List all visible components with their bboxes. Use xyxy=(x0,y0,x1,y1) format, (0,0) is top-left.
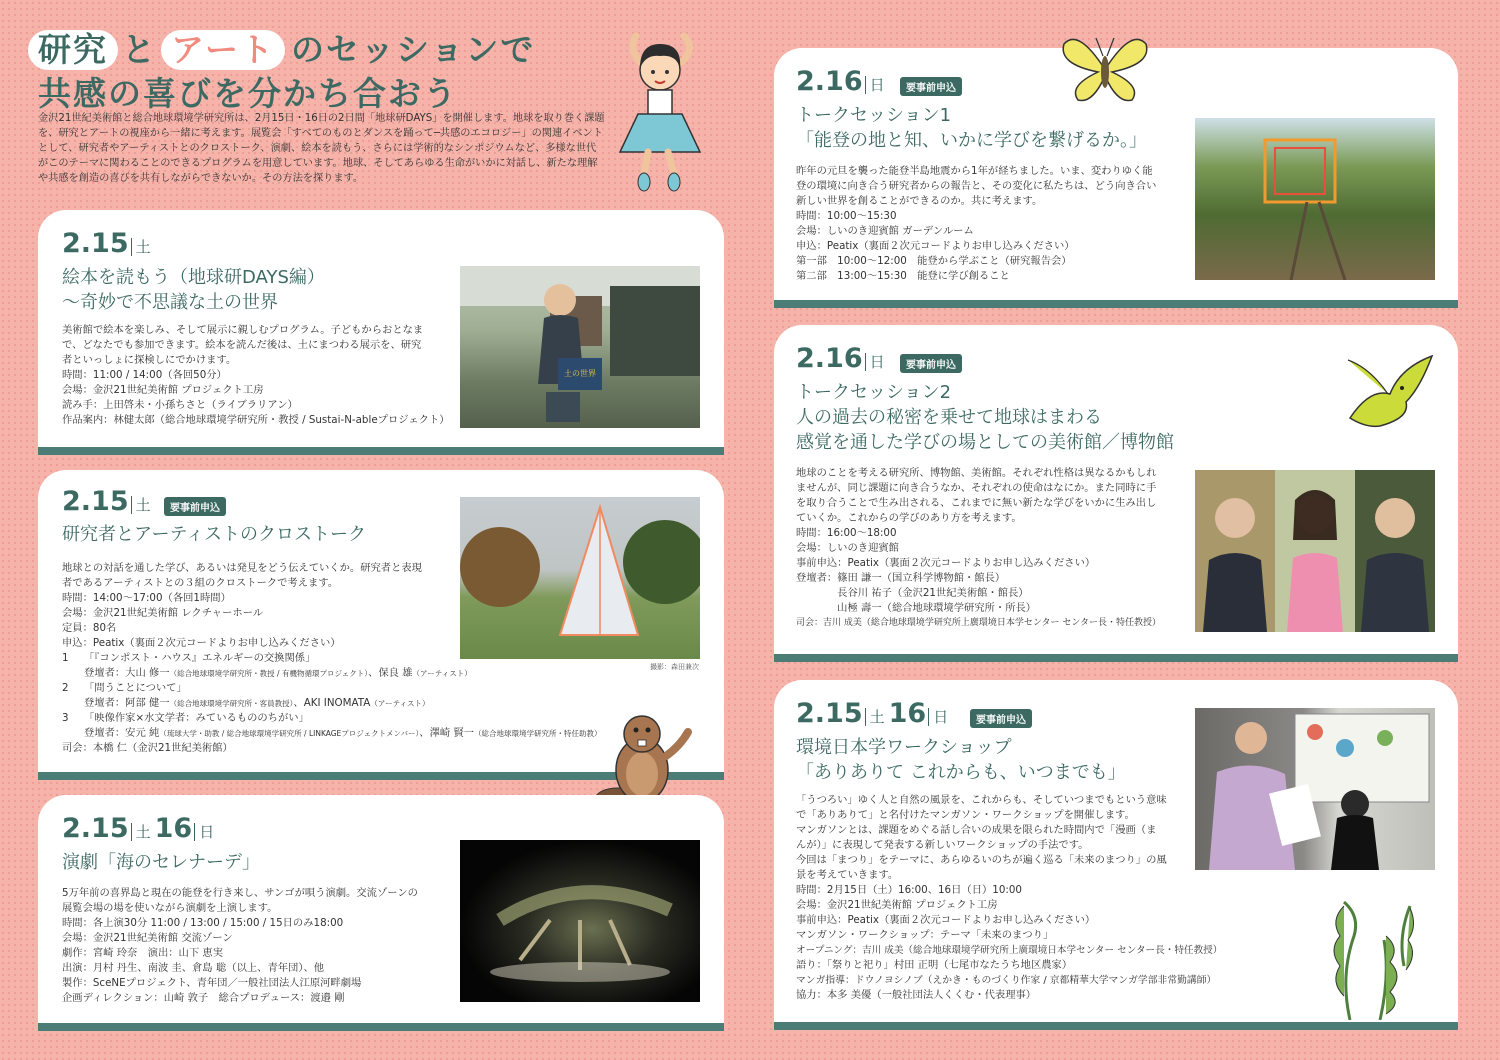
speaker-name: 、保良 雄 xyxy=(368,667,413,679)
body-line: 会場：しいのき迎賓館 ガーデンルーム xyxy=(796,225,974,237)
body-line: 語り：「祭りと祀り」村田 正明（七尾市なたうち地区農家） xyxy=(796,959,1073,971)
event-date-number: 2.15 xyxy=(62,228,129,259)
talk-title: 「『コンポスト・ハウス』エネルギーの交換関係」 xyxy=(84,652,316,664)
body-line: 第一部 10:00〜12:00 能登から学ぶこと（研究報告会） xyxy=(796,255,1072,267)
body-line: 展覧会場の場を使いながら演劇を上演します。 xyxy=(62,902,278,914)
photo-workshop-presentation xyxy=(1195,708,1435,870)
photo-glass-tent xyxy=(460,497,700,659)
speaker-affiliation: （総合地球環境学研究所・客員教授） xyxy=(169,699,294,708)
speaker-affiliation: （アーティスト） xyxy=(370,699,430,708)
event-title: トークセッション1 xyxy=(796,105,952,126)
body-line: で「ありありて」と名付けたマンガソン・ワークショップを開催します。 xyxy=(796,809,1135,821)
event-date-number: 2.15 xyxy=(62,813,129,844)
body-line: 5万年前の喜界島と現在の能登を行き来し、サンゴが唄う演劇。交流ゾーンの xyxy=(62,887,418,899)
body-line: 地球との対話を通した学び、あるいは発見をどう伝えていくか。研究者と表現 xyxy=(62,562,422,574)
event-date-number: 2.16 xyxy=(796,66,863,97)
event-weekday: 日 xyxy=(928,708,948,726)
speaker-name: 、AKI INOMATA xyxy=(293,697,371,709)
event-weekday: 日 xyxy=(865,353,885,371)
body-line: 司会：吉川 成美（総合地球環境学研究所上廣環境日本学センター センター長・特任教授） xyxy=(796,618,1162,628)
event-subtitle: 感覚を通した学びの場としての美術館／博物館 xyxy=(796,432,1174,453)
event-weekday: 日 xyxy=(865,76,885,94)
body-line: 登の環境に向き合う研究者からの報告と、その変化に私たちは、どう向き合い xyxy=(796,180,1157,192)
speaker-affiliation: （総合地球環境学研究所・特任助教） xyxy=(474,729,602,738)
body-line: 会場：金沢21世紀美術館 レクチャーホール xyxy=(62,607,263,619)
body-line: 登壇者：篠田 謙一（国立科学博物館・館長） xyxy=(796,572,1006,584)
event-body xyxy=(62,886,462,1006)
speakers-label: 登壇者：阿部 健一 xyxy=(84,697,170,709)
photo-credit: 撮影：森田兼次 xyxy=(650,663,699,671)
talk-2-title xyxy=(62,681,472,696)
event-title: トークセッション2 xyxy=(796,382,952,403)
body-line: 景を考えていきます。 xyxy=(796,869,899,881)
event-date xyxy=(62,813,218,844)
body-line: 山極 壽一（総合地球環境学研究所・所長） xyxy=(796,602,1037,614)
intro-text: 金沢21世紀美術館と総合地球環境学研究所は、2月15日・16日の2日間「地球研DAYS」を開催します。地球を取り巻く課題を、研究とアートの視座から一緒に考えます。展覧会「すべてのものとダンスを踊って─共感のエコロジー」の関連イベントとして、研究者やアーティストとのクロストーク、演劇、絵本を読もう、さらには学術的なシンポジウムなど、多様な世代がこのテーマに関わることのできるプログラムを用意しています。地球、そしてあらゆる生命がいかに対話し、新たな理解や共感を創造の喜びを共有しながらできないか。その方法を探ります。 xyxy=(38,113,605,184)
talk-2-speakers xyxy=(62,696,472,711)
event-card-theater xyxy=(38,795,724,1031)
body-line: を取り合うことで生み出される、これまでに無い新たな学びをいかに生み出し xyxy=(796,497,1157,509)
talk-title: 「問うことについて」 xyxy=(84,682,187,694)
dancing-girl-illustration xyxy=(606,24,712,196)
body-line: オープニング：吉川 成美（総合地球環境学研究所上廣環境日本学センター センター長・特任教授） xyxy=(796,945,1223,956)
event-date-number: 2.16 xyxy=(796,343,863,374)
body-line: マンガ指導：ドウノヨシノブ（えかき・ものづくり作家 / 京都精華大学マンガ学部非常勤講師） xyxy=(796,975,1217,986)
body-line: ていくか。これからの学びのあり方を考えます。 xyxy=(796,512,1022,524)
body-line: で、どなたでも参加できます。絵本を読んだ後は、土にまつわる展示を、研究 xyxy=(62,339,422,351)
body-line: 企画ディレクション：山崎 敦子 総合プロデュース：渡邉 剛 xyxy=(62,992,345,1004)
speaker-name: 、澤崎 賢一 xyxy=(419,727,475,739)
body-line: んが）」に表現して発表する新しいワークショップの手法です。 xyxy=(796,839,1089,851)
reservation-badge: 要事前申込 xyxy=(970,709,1032,728)
event-date-number: 2.15 xyxy=(796,698,863,729)
headline-rest: のセッションで xyxy=(291,30,536,69)
speakers-label: 登壇者：大山 修一 xyxy=(84,667,170,679)
talk-1-title xyxy=(62,651,472,666)
speaker-affiliation: （アーティスト） xyxy=(412,669,472,678)
talk-1-speakers xyxy=(62,666,472,681)
bird-illustration xyxy=(1340,348,1440,432)
body-line: 第二部 13:00〜15:30 能登に学び創ること xyxy=(796,270,1010,282)
moderator-line: 司会：本橋 仁（金沢21世紀美術館） xyxy=(62,742,233,754)
event-subtitle: 「能登の地と知、いかに学びを繋げるか。」 xyxy=(796,130,1147,151)
event-date-number: 16 xyxy=(154,813,193,844)
body-line: 定員：80名 xyxy=(62,622,117,634)
event-title: 演劇「海のセレナーデ」 xyxy=(62,852,260,873)
body-line: 製作：SceNEプロジェクト、青年団／一般社団法人江原河畔劇場 xyxy=(62,977,362,989)
body-line: 時間：2月15日（土）16:00、16日（日）10:00 xyxy=(796,884,1022,896)
event-subtitle: 〜奇妙で不思議な土の世界 xyxy=(62,292,278,313)
body-line: 会場：金沢21世紀美術館 交流ゾーン xyxy=(62,932,233,944)
photo-night-tree-theater xyxy=(460,840,700,1002)
body-line: 美術館で絵本を楽しみ、そして展示に親しむプログラム。子どもからおとなま xyxy=(62,324,424,336)
headline-pill-research: 研究 xyxy=(28,30,118,70)
event-date-number: 2.15 xyxy=(62,486,129,517)
speaker-affiliation: （琉球大学・助教 / 総合地球環境学研究所 / LINKAGEプロジェクトメンバー） xyxy=(159,729,420,738)
body-line: 地球のことを考える研究所、博物館、美術館。それぞれ性格は異なるかもしれ xyxy=(796,467,1157,479)
talk-number: 2 xyxy=(62,682,69,694)
event-weekday: 土 xyxy=(131,496,151,514)
body-line: 時間：10:00〜15:30 xyxy=(796,210,897,222)
body-line: ませんが、同じ課題に向き合うなか、それぞれの使命はなにか。また同時に手 xyxy=(796,482,1157,494)
headline-line-2: 共感の喜びを分かち合おう xyxy=(38,74,458,113)
headline-connector: と xyxy=(122,30,157,69)
speakers-label: 登壇者：安元 純 xyxy=(84,727,160,739)
body-line: 時間：11:00 / 14:00（各回50分） xyxy=(62,369,227,381)
event-body xyxy=(796,164,1196,284)
body-line: 劇作：宮崎 玲奈 演出：山下 恵実 xyxy=(62,947,223,959)
body-line: 出演：月村 丹生、南波 圭、倉島 聡（以上、青年団）、他 xyxy=(62,962,325,974)
seaweed-illustration xyxy=(1320,896,1420,1020)
body-line: 新しい世界を創ることができるのか。共に考えます。 xyxy=(796,195,1043,207)
body-line: 時間：16:00〜18:00 xyxy=(796,527,897,539)
event-card-picture-book xyxy=(38,210,724,455)
reservation-badge: 要事前申込 xyxy=(900,77,962,96)
butterfly-illustration xyxy=(1058,28,1152,106)
body-line: 「うつろい」ゆく人と自然の風景を、これからも、そしていつまでもという意味 xyxy=(796,794,1167,806)
body-line: 申込：Peatix（裏面２次元コードよりお申し込みください） xyxy=(62,637,341,649)
body-line: 作品案内：林健太郎（総合地球環境学研究所・教授 / Sustai-N-ableプロジェクト） xyxy=(62,414,450,426)
event-subtitle: 「ありありて これからも、いつまでも」 xyxy=(796,762,1126,783)
body-line: 時間：各上演30分 11:00 / 13:00 / 15:00 / 15日のみ18:00 xyxy=(62,917,344,929)
body-line: 会場：金沢21世紀美術館 プロジェクト工房 xyxy=(62,384,264,396)
talk-title: 「映像作家×水文学者：みているもののちがい」 xyxy=(84,712,309,724)
body-line: マンガソンとは、課題をめぐる話し合いの成果を限られた時間内で「漫画（ま xyxy=(796,824,1157,836)
body-line: 事前申込：Peatix（裏面２次元コードよりお申し込みください） xyxy=(796,557,1096,569)
body-line: 昨年の元旦を襲った能登半島地震から1年が経ちました。いま、変わりゆく能 xyxy=(796,165,1153,177)
talk-number: 1 xyxy=(62,652,69,664)
event-title: 研究者とアーティストのクロストーク xyxy=(62,524,367,545)
body-line: 事前申込：Peatix（裏面２次元コードよりお申し込みください） xyxy=(796,914,1096,926)
event-date xyxy=(62,228,155,259)
photo-speakers-portraits xyxy=(1195,470,1435,632)
event-body xyxy=(796,466,1196,631)
event-date xyxy=(796,66,889,97)
event-subtitle: 人の過去の秘密を乗せて地球はまわる xyxy=(796,407,1102,428)
talk-3-title xyxy=(62,711,472,726)
event-title: 絵本を読もう（地球研DAYS編） xyxy=(62,267,325,288)
body-line: 会場：しいのき迎賓館 xyxy=(796,542,899,554)
event-title: 環境日本学ワークショップ xyxy=(796,737,1012,758)
body-line: 時間：14:00〜17:00（各回1時間） xyxy=(62,592,231,604)
event-weekday: 土 xyxy=(131,823,151,841)
event-body xyxy=(62,323,462,428)
talk-3-speakers xyxy=(62,726,602,741)
body-line: 読み手：上田啓未・小孫ちさと（ライブラリアン） xyxy=(62,399,298,411)
speaker-affiliation: （総合地球環境学研究所・教授 / 有機物循環プロジェクト） xyxy=(169,669,369,678)
event-body xyxy=(796,793,1223,1003)
event-date-number: 16 xyxy=(888,698,927,729)
body-line: 者といっしょに探検しにでかけます。 xyxy=(62,354,237,366)
body-line: 会場：金沢21世紀美術館 プロジェクト工房 xyxy=(796,899,998,911)
event-date xyxy=(62,486,155,517)
photo-railway-art xyxy=(1195,118,1435,280)
event-date xyxy=(796,343,889,374)
event-date xyxy=(796,698,952,729)
body-line: 長谷川 祐子（金沢21世紀美術館・館長） xyxy=(796,587,1029,599)
body-line: 協力：本多 美優（一般社団法人くくむ・代表理事） xyxy=(796,989,1037,1001)
body-line: マンガソン・ワークショップ：テーマ「未来のまつり」 xyxy=(796,929,1054,941)
body-line: 今回は「まつり」をテーマに、あらゆるいのちが遍く巡る「未来のまつり」の風 xyxy=(796,854,1167,866)
headline-pill-art: アート xyxy=(161,30,285,70)
event-body xyxy=(62,561,602,756)
event-weekday: 土 xyxy=(865,708,885,726)
reservation-badge: 要事前申込 xyxy=(900,354,962,373)
talk-number: 3 xyxy=(62,712,69,724)
event-weekday: 日 xyxy=(194,823,214,841)
event-weekday: 土 xyxy=(131,238,151,256)
body-line: 者であるアーティストとの３組のクロストークで考えます。 xyxy=(62,577,339,589)
headline-line-1 xyxy=(28,24,535,71)
body-line: 申込：Peatix（裏面２次元コードよりお申し込みください） xyxy=(796,240,1075,252)
photo-reader-with-book xyxy=(460,266,700,428)
picture-book-cover: 土の世界 xyxy=(558,358,602,390)
reservation-badge: 要事前申込 xyxy=(164,497,226,516)
